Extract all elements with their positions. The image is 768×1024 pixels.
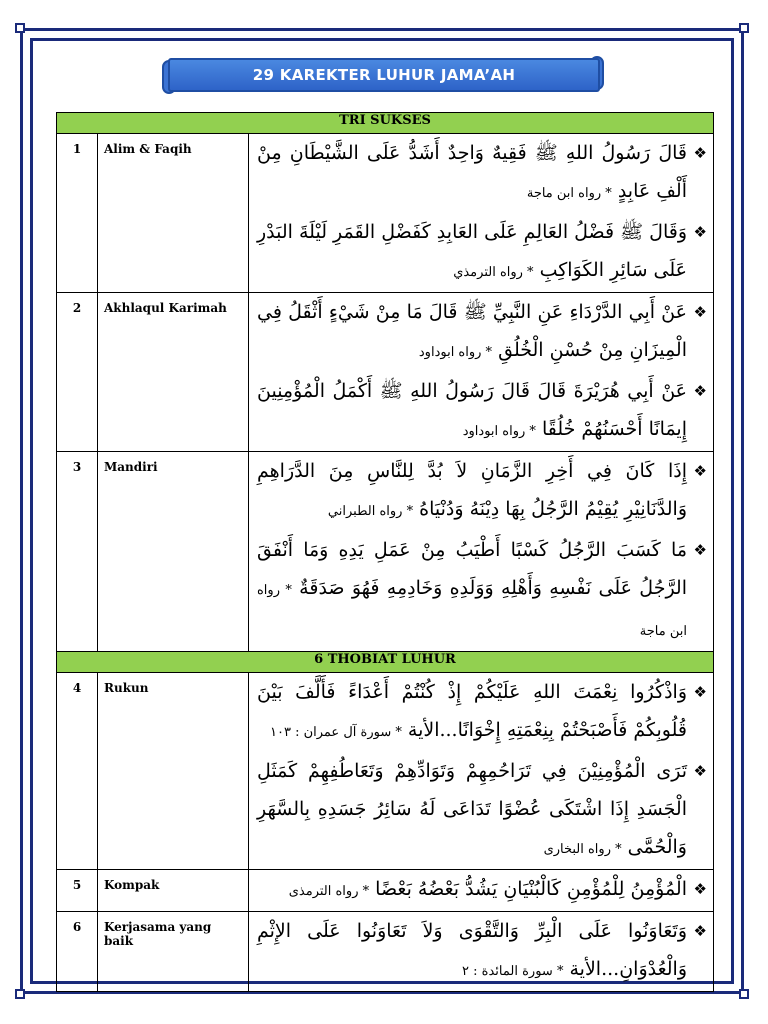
hadith-text: وَتَعَاوَنُوا عَلَى الْبِرِّ وَالتَّقْوَى وَلاَ تَعَاوَنُوا عَلَى الإِثْمِ وَالْعُدْوَانِ...الأية <box>257 920 687 980</box>
hadith-text-block <box>257 372 687 451</box>
hadith-item <box>257 293 707 372</box>
hadith-cell <box>249 452 714 652</box>
character-name: Kompak <box>98 870 249 912</box>
hadith-text: وَاذْكُرُوا نِعْمَتَ اللهِ عَلَيْكُمْ إِذْ كُنْتُمْ أَعْدَاءً فَأَلَّفَ بَيْنَ قُلُوبِكُمْ فَأَصْبَحْتُمْ بِنِعْمَتِهِ إِخْوَانًا...الأية <box>257 681 687 741</box>
hadith-text-block <box>257 134 687 213</box>
hadith-text: عَنْ أَبِي الدَّرْدَاءِ عَنِ النَّبِيِّ ﷺ قَالَ مَا مِنْ شَيْءٍ أَثْقَلُ فِي الْمِيزَانِ مِنْ حُسْنِ الْخُلُقِ <box>257 301 687 361</box>
diamond-bullet-icon: ❖ <box>693 382 707 400</box>
hadith-source: * رواه الطبراني <box>327 504 414 519</box>
hadith-item <box>257 452 707 531</box>
hadith-text-block <box>257 213 687 292</box>
hadith-text: وَقَالَ ﷺ فَضْلُ العَالِمِ عَلَى العَابِدِ كَفَضْلِ القَمَرِ لَيْلَةَ البَدْرِ عَلَى سَائِرِ الكَوَاكِبِ <box>257 221 687 281</box>
hadith-source: * سورة المائدة : ٢ <box>462 964 564 979</box>
hadith-text-block <box>257 912 687 991</box>
hadith-cell <box>249 870 714 912</box>
hadith-text: الْمُؤْمِنُ لِلْمُؤْمِنِ كَالْبُنْيَانِ يَشُدُّ بَعْضُهُ بَعْضًا <box>375 878 687 900</box>
hadith-cell <box>249 293 714 452</box>
hadith-item <box>257 531 707 651</box>
hadith-text-block <box>257 752 687 869</box>
hadith-source: * رواه الترمذي <box>453 265 534 280</box>
row-number: 1 <box>57 134 98 293</box>
page-title: 29 KAREKTER LUHUR JAMA’AH <box>252 66 516 84</box>
table-row <box>57 673 714 870</box>
row-number: 2 <box>57 293 98 452</box>
section-header: TRI SUKSES <box>57 113 714 134</box>
table-row <box>57 293 714 452</box>
section-header: 6 THOBIAT LUHUR <box>57 652 714 673</box>
character-name: Alim & Faqih <box>98 134 249 293</box>
hadith-item <box>257 752 707 869</box>
hadith-text-block <box>257 293 687 372</box>
hadith-item <box>257 912 707 991</box>
diamond-bullet-icon: ❖ <box>693 144 707 162</box>
hadith-cell <box>249 134 714 293</box>
hadith-source: * رواه البخارى <box>543 842 622 857</box>
character-table <box>56 112 714 992</box>
hadith-text-block <box>257 673 687 752</box>
hadith-cell <box>249 673 714 870</box>
frame-corner-icon <box>15 989 25 999</box>
hadith-source: * سورة آل عمران : ١٠٣ <box>269 725 402 740</box>
hadith-source: * رواه ابوداود <box>418 345 493 360</box>
frame-corner-icon <box>15 23 25 33</box>
section-header-row <box>57 113 714 134</box>
diamond-bullet-icon: ❖ <box>693 683 707 701</box>
hadith-item <box>257 870 707 911</box>
diamond-bullet-icon: ❖ <box>693 880 707 898</box>
character-name: Kerjasama yang baik <box>98 912 249 992</box>
hadith-source: * رواه ابوداود <box>462 424 536 439</box>
section-header-row <box>57 652 714 673</box>
hadith-source: * رواه ابن ماجة <box>526 186 612 201</box>
hadith-text: عَنْ أَبِي هُرَيْرَةَ قَالَ قَالَ رَسُولُ اللهِ ﷺ أَكْمَلُ الْمُؤْمِنِينَ إِيمَانًا أَحْسَنُهُمْ خُلُقًا <box>257 380 687 440</box>
hadith-item <box>257 134 707 213</box>
table-row <box>57 134 714 293</box>
diamond-bullet-icon: ❖ <box>693 541 707 559</box>
table-row <box>57 912 714 992</box>
hadith-text-block <box>257 531 687 651</box>
diamond-bullet-icon: ❖ <box>693 303 707 321</box>
table-row <box>57 452 714 652</box>
hadith-item <box>257 372 707 451</box>
diamond-bullet-icon: ❖ <box>693 762 707 780</box>
diamond-bullet-icon: ❖ <box>693 462 707 480</box>
character-name: Rukun <box>98 673 249 870</box>
title-banner <box>168 58 600 92</box>
hadith-text: إِذَا كَانَ فِي أَخِرِ الزَّمَانِ لاَ بُدَّ لِلنَّاسِ مِنَ الدَّرَاهِمِ وَالدَّنَانِيْرِ يُقِيْمُ الرَّجُلُ بِهَا دِيْنَهُ وَدُنْيَاهُ <box>257 460 687 520</box>
diamond-bullet-icon: ❖ <box>693 922 707 940</box>
hadith-text-block <box>257 870 687 911</box>
row-number: 4 <box>57 673 98 870</box>
character-name: Akhlaqul Karimah <box>98 293 249 452</box>
hadith-item <box>257 673 707 752</box>
table-row <box>57 870 714 912</box>
hadith-cell <box>249 912 714 992</box>
hadith-text: مَا كَسَبَ الرَّجُلُ كَسْبًا أَطْيَبُ مِنْ عَمَلِ يَدِهِ وَمَا أَنْفَقَ الرَّجُلُ عَلَى نَفْسِهِ وَأَهْلِهِ وَوَلَدِهِ وَخَادِمِهِ فَهُوَ صَدَقَةٌ <box>257 539 687 599</box>
hadith-text: تَرَى الْمُؤْمِنِيْنَ فِي تَرَاحُمِهِمْ وَتَوَادِّهِمْ وَتَعَاطُفِهِمْ كَمَثَلِ الْجَسَدِ إِذَا اشْتَكَى عُضْوًا تَدَاعَى لَهُ سَائِرُ جَسَدِهِ بِالسَّهَرِ وَالْحُمَّى <box>257 760 687 858</box>
hadith-source: * رواه الترمذى <box>288 884 370 899</box>
diamond-bullet-icon: ❖ <box>693 223 707 241</box>
frame-corner-icon <box>739 989 749 999</box>
row-number: 6 <box>57 912 98 992</box>
row-number: 5 <box>57 870 98 912</box>
hadith-text: قَالَ رَسُولُ اللهِ ﷺ فَقِيهٌ وَاحِدٌ أَشَدُّ عَلَى الشَّيْطَانِ مِنْ أَلْفِ عَابِدٍ <box>257 142 687 202</box>
hadith-item <box>257 213 707 292</box>
row-number: 3 <box>57 452 98 652</box>
frame-corner-icon <box>739 23 749 33</box>
hadith-text-block <box>257 452 687 531</box>
character-name: Mandiri <box>98 452 249 652</box>
hadith-source: * رواه ابن ماجة <box>257 583 687 639</box>
